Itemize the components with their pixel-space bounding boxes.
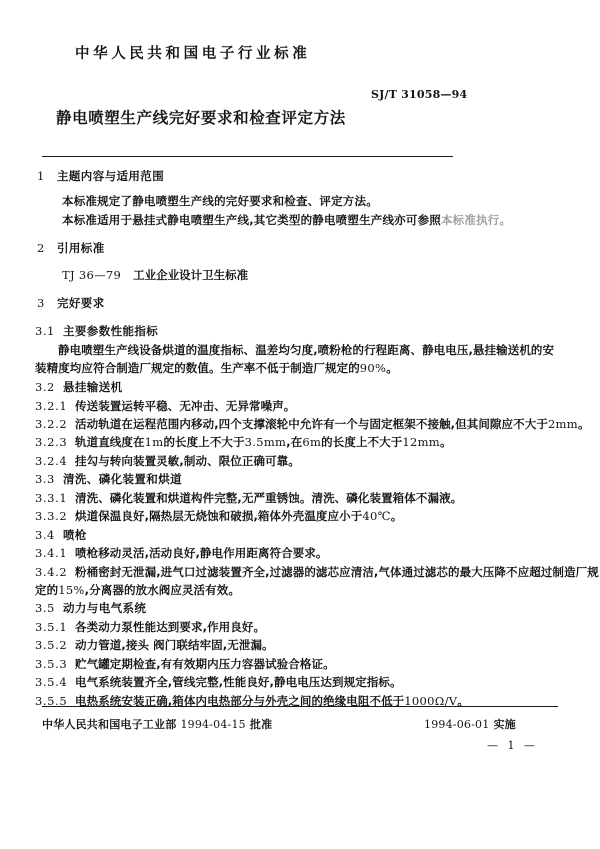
clause-number-3-3-1: 3.3.1 [35,490,68,505]
clause-text-3-4-2 [35,565,599,597]
clause-3-3-2-temperature-value: 40℃ [362,509,391,524]
section-number-3: 3 [37,296,45,311]
section-title-3-3: 清洗、磷化装置和烘道 [63,472,182,487]
clause-3-5-4 [35,673,600,691]
clause-number-3-5-3: 3.5.3 [35,656,68,671]
clause-number-3-5-5: 3.5.5 [35,693,68,708]
clause-text-3-5-3: 贮气罐定期检查,有有效期内压力容器试验合格证。 [75,656,335,671]
clause-number-3-4-1: 3.4.1 [35,546,68,561]
clause-3-2-3-text-d: 的长度上不大于 [321,435,403,450]
section-heading-3-3 [35,470,600,489]
section-1-paragraph-2-main: 本标准适用于悬挂式静电喷塑生产线,其它类型的静电喷塑生产线亦可参照 [62,212,441,227]
clause-text-3-5-4: 电气系统装置齐全,管线完整,性能良好,静电电压达到规定指标。 [75,675,402,690]
header-divider [42,156,453,157]
clause-3-2-3-tolerance-2: 12mm [402,435,441,450]
section-title-3-4: 喷枪 [63,527,87,542]
clause-3-2-3-text-b: 的长度上不大于 [163,435,245,450]
clause-3-3-1 [35,489,600,507]
section-3-1-paragraph [35,341,564,378]
document-header [0,46,600,127]
clause-text-3-2-2 [75,417,590,431]
clause-number-3-2-4: 3.2.4 [35,453,68,468]
page-number: — 1 — [487,739,538,752]
footer-effective-suffix: 实施 [493,718,516,731]
clause-3-2-2-gap-value: 2mm [547,417,578,431]
referenced-standard-code: TJ 36—79 [62,268,122,283]
section-number-3-1: 3.1 [35,324,55,339]
footer-approver: 中华人民共和国电子工业部 [42,718,177,731]
section-1-paragraph-2-tail: 本标准执行。 [440,212,512,227]
section-title-1: 主题内容与适用范围 [57,169,165,183]
clause-text-3-2-4: 挂勾与转向装置灵敏,制动、限位正确可靠。 [75,453,300,468]
section-number-2: 2 [37,240,45,255]
clause-3-2-3-text-a: 轨道直线度在 [75,435,145,450]
section-number-1: 1 [37,169,45,183]
section-number-3-2: 3.2 [35,379,55,394]
clause-number-3-2-1: 3.2.1 [35,398,68,413]
footer-approval-date: 1994-04-15 [180,718,246,731]
clause-number-3-5-4: 3.5.4 [35,675,68,690]
standard-number: SJ/T 31058—94 [371,88,468,101]
clause-3-5-1 [35,618,600,636]
clause-3-5-3 [35,655,600,673]
clause-3-4-2-pressure-drop-value: 15% [58,582,85,597]
document-body [0,167,600,710]
clause-number-3-5-2: 3.5.2 [35,638,68,653]
page-title: 静电喷塑生产线完好要求和检查评定方法 [56,109,346,127]
clause-3-2-1 [35,397,600,415]
clause-3-5-5 [35,692,600,710]
clause-number-3-4-2: 3.4.2 [35,564,68,579]
clause-text-3-4-1: 喷枪移动灵活,活动良好,静电作用距离符合要求。 [75,546,328,561]
clause-3-3-2-text-c: 。 [390,509,403,524]
section-title-3: 完好要求 [57,296,105,311]
clause-3-2-3-length-1: 1m [144,435,164,450]
section-heading-2 [37,239,600,258]
clause-3-2-3-tolerance-1: 3.5mm [244,435,287,450]
clause-3-2-2-text-a: 活动轨道在运程范围内移动,四个支撑滚轮中允许有一个与固定框架不接触,但其间隙应不大于 [75,417,548,431]
clause-number-3-3-2: 3.3.2 [35,509,68,524]
section-heading-3-4 [35,526,600,545]
footer-effective [424,716,516,732]
clause-text-3-5-1: 各类动力泵性能达到要求,作用良好。 [75,620,266,634]
clause-3-2-3 [35,433,600,451]
section-heading-3-5 [35,599,600,618]
section-heading-3-1 [35,322,600,341]
clause-3-5-5-insulation-value: 1000Ω/V [404,693,458,708]
section-title-3-5: 动力与电气系统 [63,601,147,616]
section-3-1-productivity-value: 90% [359,361,387,376]
section-title-3-2: 悬挂输送机 [63,379,123,394]
clause-3-2-2 [35,415,600,433]
section-title-2: 引用标准 [57,240,105,255]
clause-3-4-1 [35,544,600,562]
clause-text-3-2-1: 传送装置运转平稳、无冲击、无异常噪声。 [75,398,296,413]
clause-3-3-2 [35,507,600,525]
clause-3-4-2 [35,563,600,600]
clause-number-3-2-2: 3.2.2 [35,417,68,431]
clause-number-3-2-3: 3.2.3 [35,435,68,450]
footer-divider [42,706,558,707]
clause-3-4-2-text-a: 粉桶密封无泄漏,进气口过滤装置齐全,过滤器的滤芯应清洁,气体通过滤芯的最大压降不应超过制造厂规定的 [35,564,599,597]
footer-approval-suffix: 批准 [249,718,273,731]
clause-3-4-2-text-c: ,分离器的放水阀应灵活有效。 [84,582,240,597]
clause-text-3-2-3 [75,435,452,449]
clause-number-3-5-1: 3.5.1 [35,620,68,634]
section-1-paragraph-2 [62,211,600,230]
clause-3-2-3-text-e: 。 [440,435,452,450]
clause-3-2-3-length-2: 6m [302,435,322,450]
section-3-1-text-c: 。 [386,361,398,376]
section-number-3-4: 3.4 [35,527,55,542]
clause-3-2-3-text-c: ,在 [286,435,303,450]
section-number-3-5: 3.5 [35,601,55,616]
clause-3-2-4 [35,452,600,470]
issuing-authority-line: 中华人民共和国电子行业标准 [75,46,311,62]
section-1-paragraph-1: 本标准规定了静电喷塑生产线的完好要求和检查、评定方法。 [62,193,378,208]
clause-text-3-3-2 [75,509,402,523]
clause-3-2-2-text-c: 。 [577,417,590,431]
footer-approval [42,716,272,732]
section-title-3-1: 主要参数性能指标 [63,324,159,339]
section-heading-3 [37,294,600,313]
section-3-1-text-a: 静电喷塑生产线设备烘道的温度指标、温差均匀度,喷粉枪的行程距离、静电电压,悬挂输送机的安装精度均应符合制造厂规定的数值。生产率不低于制造厂规定的 [35,342,555,376]
referenced-standard-title: 工业企业设计卫生标准 [133,268,249,283]
section-heading-3-2 [35,378,600,397]
footer-effective-date: 1994-06-01 [424,718,490,731]
referenced-standard [62,266,600,285]
clause-3-5-2 [35,636,600,654]
section-number-3-3: 3.3 [35,472,55,487]
clause-text-3-3-1: 清洗、磷化装置和烘道构件完整,无严重锈蚀。清洗、磷化装置箱体不漏液。 [75,490,463,505]
clause-3-5-5-text-c: 。 [457,693,469,708]
clause-text-3-5-2: 动力管道,接头 阀门联结牢固,无泄漏。 [75,638,274,653]
section-heading-1 [37,167,600,186]
clause-3-5-5-text-a: 电热系统安装正确,箱体内电热部分与外壳之间的绝缘电阻不低于 [75,693,405,708]
clause-3-3-2-text-a: 烘道保温良好,隔热层无烧蚀和破损,箱体外壳温度应小于 [75,509,363,524]
